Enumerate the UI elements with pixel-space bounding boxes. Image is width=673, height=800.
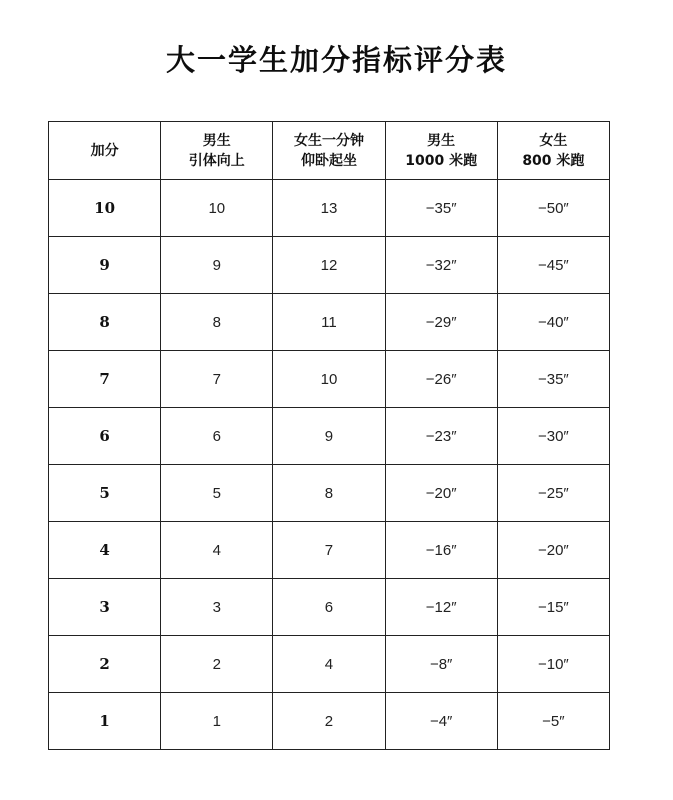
header-row	[49, 122, 610, 180]
table-row	[49, 180, 610, 237]
male-1000m-cell: −35″	[385, 180, 497, 237]
female-800m-cell: −35″	[497, 351, 609, 408]
table-row	[49, 408, 610, 465]
female-situps-cell: 2	[273, 693, 385, 750]
male-pullups-cell: 1	[161, 693, 273, 750]
header-female-800m-line2: 800 米跑	[522, 152, 585, 169]
female-situps-cell: 6	[273, 579, 385, 636]
female-800m-cell: −50″	[497, 180, 609, 237]
female-situps-cell: 13	[273, 180, 385, 237]
header-female-800m	[497, 122, 609, 180]
male-1000m-cell: −32″	[385, 237, 497, 294]
table-body	[49, 180, 610, 750]
male-1000m-cell: −4″	[385, 693, 497, 750]
points-cell: 6	[49, 408, 161, 465]
points-cell: 3	[49, 579, 161, 636]
header-male-pullups	[161, 122, 273, 180]
table-row	[49, 294, 610, 351]
male-pullups-cell: 3	[161, 579, 273, 636]
table-header	[49, 122, 610, 180]
male-pullups-cell: 7	[161, 351, 273, 408]
points-cell: 4	[49, 522, 161, 579]
female-800m-cell: −10″	[497, 636, 609, 693]
header-male-1000m-line1: 男生	[427, 132, 456, 149]
female-800m-cell: −30″	[497, 408, 609, 465]
header-male-pullups-line1: 男生	[202, 132, 231, 149]
male-pullups-cell: 2	[161, 636, 273, 693]
page-title: 大一学生加分指标评分表	[165, 43, 507, 77]
female-situps-cell: 10	[273, 351, 385, 408]
table-row	[49, 237, 610, 294]
points-cell: 10	[49, 180, 161, 237]
male-pullups-cell: 4	[161, 522, 273, 579]
header-male-1000m-line2: 1000 米跑	[405, 152, 478, 169]
header-points	[49, 122, 161, 180]
points-cell: 7	[49, 351, 161, 408]
score-table	[48, 121, 610, 750]
table-row	[49, 693, 610, 750]
male-1000m-cell: −26″	[385, 351, 497, 408]
points-cell: 9	[49, 237, 161, 294]
female-800m-cell: −5″	[497, 693, 609, 750]
male-pullups-cell: 10	[161, 180, 273, 237]
female-situps-cell: 8	[273, 465, 385, 522]
male-1000m-cell: −20″	[385, 465, 497, 522]
male-1000m-cell: −12″	[385, 579, 497, 636]
male-1000m-cell: −23″	[385, 408, 497, 465]
male-pullups-cell: 8	[161, 294, 273, 351]
points-cell: 8	[49, 294, 161, 351]
header-female-800m-line1: 女生	[539, 132, 568, 149]
header-male-1000m	[385, 122, 497, 180]
male-pullups-cell: 5	[161, 465, 273, 522]
table-row	[49, 351, 610, 408]
table-row	[49, 636, 610, 693]
female-800m-cell: −15″	[497, 579, 609, 636]
header-female-situps-line2: 仰卧起坐	[300, 152, 357, 169]
female-800m-cell: −20″	[497, 522, 609, 579]
female-situps-cell: 12	[273, 237, 385, 294]
female-800m-cell: −45″	[497, 237, 609, 294]
male-1000m-cell: −8″	[385, 636, 497, 693]
points-cell: 5	[49, 465, 161, 522]
female-situps-cell: 11	[273, 294, 385, 351]
table-row	[49, 579, 610, 636]
male-pullups-cell: 6	[161, 408, 273, 465]
female-situps-cell: 9	[273, 408, 385, 465]
header-male-pullups-line2: 引体向上	[188, 152, 245, 169]
header-points-label: 加分	[90, 142, 119, 159]
female-situps-cell: 4	[273, 636, 385, 693]
table-row	[49, 465, 610, 522]
header-female-situps	[273, 122, 385, 180]
male-1000m-cell: −29″	[385, 294, 497, 351]
table-row	[49, 522, 610, 579]
male-pullups-cell: 9	[161, 237, 273, 294]
female-800m-cell: −25″	[497, 465, 609, 522]
points-cell: 1	[49, 693, 161, 750]
female-800m-cell: −40″	[497, 294, 609, 351]
header-female-situps-line1: 女生一分钟	[293, 132, 364, 149]
points-cell: 2	[49, 636, 161, 693]
female-situps-cell: 7	[273, 522, 385, 579]
male-1000m-cell: −16″	[385, 522, 497, 579]
